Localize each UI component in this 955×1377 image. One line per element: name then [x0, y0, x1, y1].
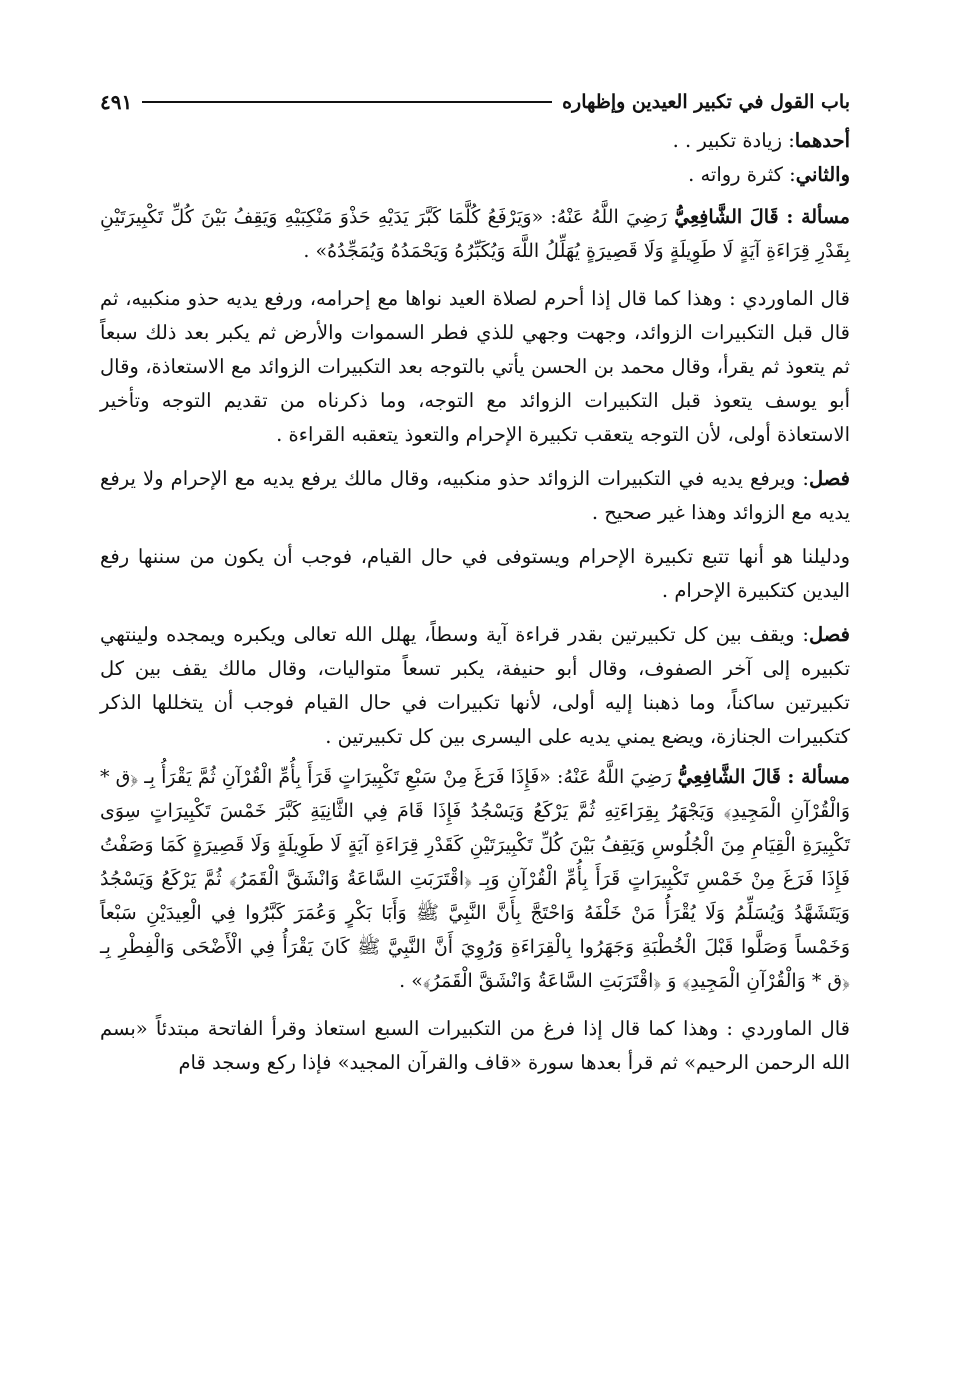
paragraph-text: ودليلنا هو أنها تتبع تكبيرة الإحرام ويستوفى في حال القيام، فوجب أن يكون من سننها رفع اليدين كتكبيرة الإحرام . [100, 545, 850, 602]
fasl-lead: فصل [809, 623, 850, 646]
evidence-paragraph [100, 540, 850, 608]
paragraph-second [100, 158, 850, 192]
page-number: ٤٩١ [100, 90, 133, 114]
header-rule [142, 101, 552, 103]
page [100, 84, 850, 1080]
fasl-2 [100, 618, 850, 754]
masala-2 [100, 760, 850, 998]
paragraph-text: قال الماوردي : وهذا كما قال إذا أحرم لصلاة العيد نواها مع إحرامه، ورفع يديه حذو منكبيه، ثم قال قبل التكبيرات الزوائد، وجهت وجهي للذي فطر السموات والأرض ثم يكبر بعد ذلك سبعاً ثم يتعوذ ثم يقرأ، وقال محمد بن الحسن يأتي بالتوجه بعد التكبيرات الزوائد مع الاستعاذة، وقال أبو يوسف يتعوذ قبل التكبيرات الزوائد مع التوجه، وما ذكرناه من تقديم التوجه وتأخير الاستعاذة أولى، لأن التوجه يتعقب تكبيرة الإحرام والتعوذ يتعقبه القراءة . [100, 287, 850, 446]
masala-text: رَضِيَ اللَّهُ عَنْهُ: «وَيَرْفَعُ كُلَّمَا كَبَّرَ يَدَيْهِ حَذْوَ مَنْكِبَيْهِ وَيَقِفُ بَيْنَ كُلِّ تَكْبِيرَتَيْنِ بِقَدْرِ قِرَاءَةِ آيَةٍ لَا طَوِيلَةٍ وَلَا قَصِيرَةٍ يُهَلِّلُ اللَّهَ وَيُكَبِّرُهُ وَيَحْمَدُهُ وَيُمَجِّدُهُ» . [100, 206, 850, 262]
paragraph-text: : كثرة رواته . [688, 163, 796, 186]
fasl-text: : ويرفع يديه في التكبيرات الزوائد حذو منكبيه، وقال مالك يرفع يديه مع الإحرام ولا يرفع يديه مع الزوائد وهذا غير صحيح . [100, 467, 850, 524]
running-header [100, 84, 850, 120]
chapter-title: باب القول في تكبير العيدين وإظهاره [562, 91, 850, 113]
paragraph-first [100, 124, 850, 158]
mawardi-commentary-2 [100, 1012, 850, 1080]
masala-lead: مسألة : قَالَ الشَّافِعِيُّ [677, 766, 850, 788]
masala-text: رَضِيَ اللَّهُ عَنْهُ: «فَإِذَا فَرَغَ مِنْ سَبْعِ تَكْبِيرَاتٍ قَرَأَ بِأُمِّ الْقُرْآنِ ثُمَّ يَقْرَأُ بِـ ﴿ق * وَالْقُرْآنِ الْمَجِيدِ﴾ وَيَجْهَرُ بِقِرَاءَتِهِ ثُمَّ يَرْكَعُ وَيَسْجُدُ فَإِذَا قَامَ فِي الثَّانِيَةِ كَبَّرَ خَمْسَ تَكْبِيرَاتٍ سِوَى تَكْبِيرَةِ الْقِيَامِ مِنَ الْجُلُوسِ وَيَقِفُ بَيْنَ كُلِّ تَكْبِيرَتَيْنِ كَقَدْرِ قِرَاءَةِ آيَةٍ لَا طَوِيلَةٍ وَلَا قَصِيرَةٍ كَمَا وَصَفْتُ فَإِذَا فَرَغَ مِنْ خَمْسِ تَكْبِيرَاتٍ قَرَأَ بِأُمِّ الْقُرْآنِ وَبِـ ﴿اقْتَرَبَتِ السَّاعَةُ وَانْشَقَّ الْقَمَرُ﴾ ثُمَّ يَرْكَعُ وَيَسْجُدُ وَيَتَشَهَّدُ وَيُسَلِّمُ وَلَا يُقْرَأُ مَنْ خَلْفَهُ وَاحْتَجَّ بِأَنَّ النَّبِيَّ ﷺ وَأَبَا بَكْرٍ وَعُمَرَ كَبَّرُوا فِي الْعِيدَيْنِ سَبْعاً وَخَمْساً وَصَلَّوا قَبْلَ الْخُطْبَةِ وَجَهَرُوا بِالْقِرَاءَةِ وَرُوِيَ أَنَّ النَّبِيَّ ﷺ كَانَ يَقْرَأُ فِي الْأَضْحَى وَالْفِطْرِ بِـ ﴿ق * وَالْقُرْآنِ الْمَجِيدِ﴾ وَ ﴿اقْتَرَبَتِ السَّاعَةُ وَانْشَقَّ الْقَمَرُ﴾» . [100, 766, 850, 992]
masala-lead: مسألة : قَالَ الشَّافِعِيُّ [674, 206, 850, 228]
mawardi-commentary-1 [100, 282, 850, 452]
fasl-lead: فصل [809, 467, 850, 490]
paragraph-lead: أحدهما [794, 129, 850, 152]
paragraph-text: قال الماوردي : وهذا كما قال إذا فرغ من التكبيرات السبع استعاذ وقرأ الفاتحة مبتدئاً «بسم الله الرحمن الرحيم» ثم قرأ بعدها سورة «قاف والقرآن المجيد» فإذا ركع وسجد قام [100, 1017, 850, 1074]
paragraph-lead: والثاني [795, 163, 850, 186]
fasl-text: : ويقف بين كل تكبيرتين بقدر قراءة آية وسطاً، يهلل الله تعالى ويكبره ويمجده ولينتهي تكبيره إلى آخر الصفوف، وقال أبو حنيفة، يكبر تسعاً متواليات، وقال مالك يقف بين كل تكبيرتين ساكناً، وما ذهبنا إليه أولى، لأنها تكبيرات في حال القيام فوجب أن يتخللها الذكر كتكبيرات الجنازة، ويضع يمني يديه على اليسرى بين كل تكبيرتين . [100, 623, 850, 748]
paragraph-text: : زيادة تكبير . . [672, 129, 795, 152]
masala-1 [100, 200, 850, 268]
fasl-1 [100, 462, 850, 530]
